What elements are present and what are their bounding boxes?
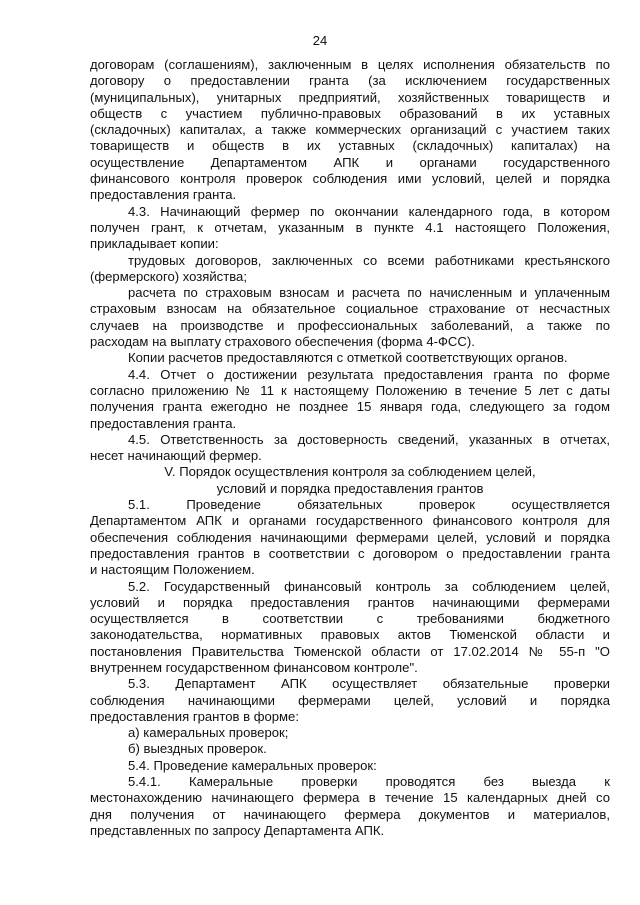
text-line: договорам (соглашениям), заключенным в целях исполнения обязательств по [90,57,610,72]
text-line: дня получения от начинающего фермера документов и материалов, [90,806,610,822]
text-line: внутреннем государственном финансовом контроле". [90,659,418,675]
text-line: прикладывает копии: [90,236,219,252]
section-heading-line: условий и порядка предоставления грантов [216,480,484,496]
text-line: получения гранта ежегодно не позднее 15 января года, следующего за годом [90,399,610,415]
text-line: обществ с участием публично-правовых образований в их уставных [90,105,610,121]
text-line: (фермерского) хозяйства; [90,268,247,284]
text-line: получен грант, к отчетам, указанным в пункте 4.1 настоящего Положения, [90,219,610,235]
text-line: соблюдения начинающими фермерами целей, условий и порядка [90,692,610,708]
text-line: постановления Правительства Тюменской области от 17.02.2014 № 55-п "О [90,643,610,659]
text-line: 4.4. Отчет о достижении результата предоставления гранта по форме [128,366,610,382]
document-body [90,57,610,839]
text-line: осуществляется в соответствии с требованиями бюджетного [90,611,610,627]
text-line: 5.4. Проведение камеральных проверок: [128,757,377,773]
text-line: обеспечения соблюдения начинающими фермерами целей, условий и порядка [90,529,610,545]
text-line: законодательства, нормативных правовых актов Тюменской области и [90,627,610,643]
text-line: расходам на выплату страхового обеспечения (форма 4-ФСС). [90,334,475,350]
text-line: 5.1. Проведение обязательных проверок осуществляется [128,497,610,513]
section-heading-line: V. Порядок осуществления контроля за соблюдением целей, [164,464,536,480]
text-line: местонахождению начинающего фермера в течение 15 календарных дней со [90,790,610,806]
text-line: расчета по страховым взносам и расчета по начисленным и уплаченным [128,285,610,301]
text-line: Департаментом АПК и органами государственного финансового контроля для [90,513,610,529]
text-line: предоставления гранта. [90,415,237,431]
text-line: договору о предоставлении гранта (за исключением государственных [90,73,610,89]
text-line: случаев на производстве и профессиональных заболеваний, а также по [90,317,610,333]
text-line: (складочных) капиталах, а также коммерческих организаций с участием таких [90,122,610,138]
text-line: 5.3. Департамент АПК осуществляет обязательные проверки [128,676,610,692]
text-line: товариществ и обществ в их уставных (складочных) капиталах) на [90,138,610,154]
text-line: осуществление Департаментом АПК и органами государственного [90,154,610,170]
text-line: финансового контроля проверок соблюдения ими условий, целей и порядка [90,171,610,187]
text-line: предоставления гранта. [90,187,237,203]
text-line: и настоящим Положением. [90,562,255,578]
text-line: предоставления грантов в форме: [90,708,299,724]
text-line: условий и порядка предоставления грантов начинающими фермерами [90,594,610,610]
text-line: страховым взносам на обязательное социальное страхование от несчастных [90,301,610,317]
text-line: согласно приложению № 11 к настоящему Положению в течение 5 лет с даты [90,382,610,398]
text-line: 4.3. Начинающий фермер по окончании календарного года, в котором [128,203,610,219]
text-line: предоставления грантов в соответствии с договором о предоставлении гранта [90,545,610,561]
text-line: 4.5. Ответственность за достоверность сведений, указанных в отчетах, [128,431,610,447]
text-line: представленных по запросу Департамента АПК. [90,822,385,838]
page-number: 24 [312,33,328,48]
text-line: Копии расчетов предоставляются с отметкой соответствующих органов. [128,350,568,366]
text-line: несет начинающий фермер. [90,448,262,464]
text-line: б) выездных проверок. [128,741,267,757]
text-line: (муниципальных), унитарных предприятий, хозяйственных товариществ и [90,89,610,105]
text-line: трудовых договоров, заключенных со всеми работниками крестьянского [128,252,610,268]
text-line: 5.4.1. Камеральные проверки проводятся без выезда к [128,774,610,790]
text-line: 5.2. Государственный финансовый контроль за соблюдением целей, [128,578,610,594]
text-line: а) камеральных проверок; [128,725,289,741]
